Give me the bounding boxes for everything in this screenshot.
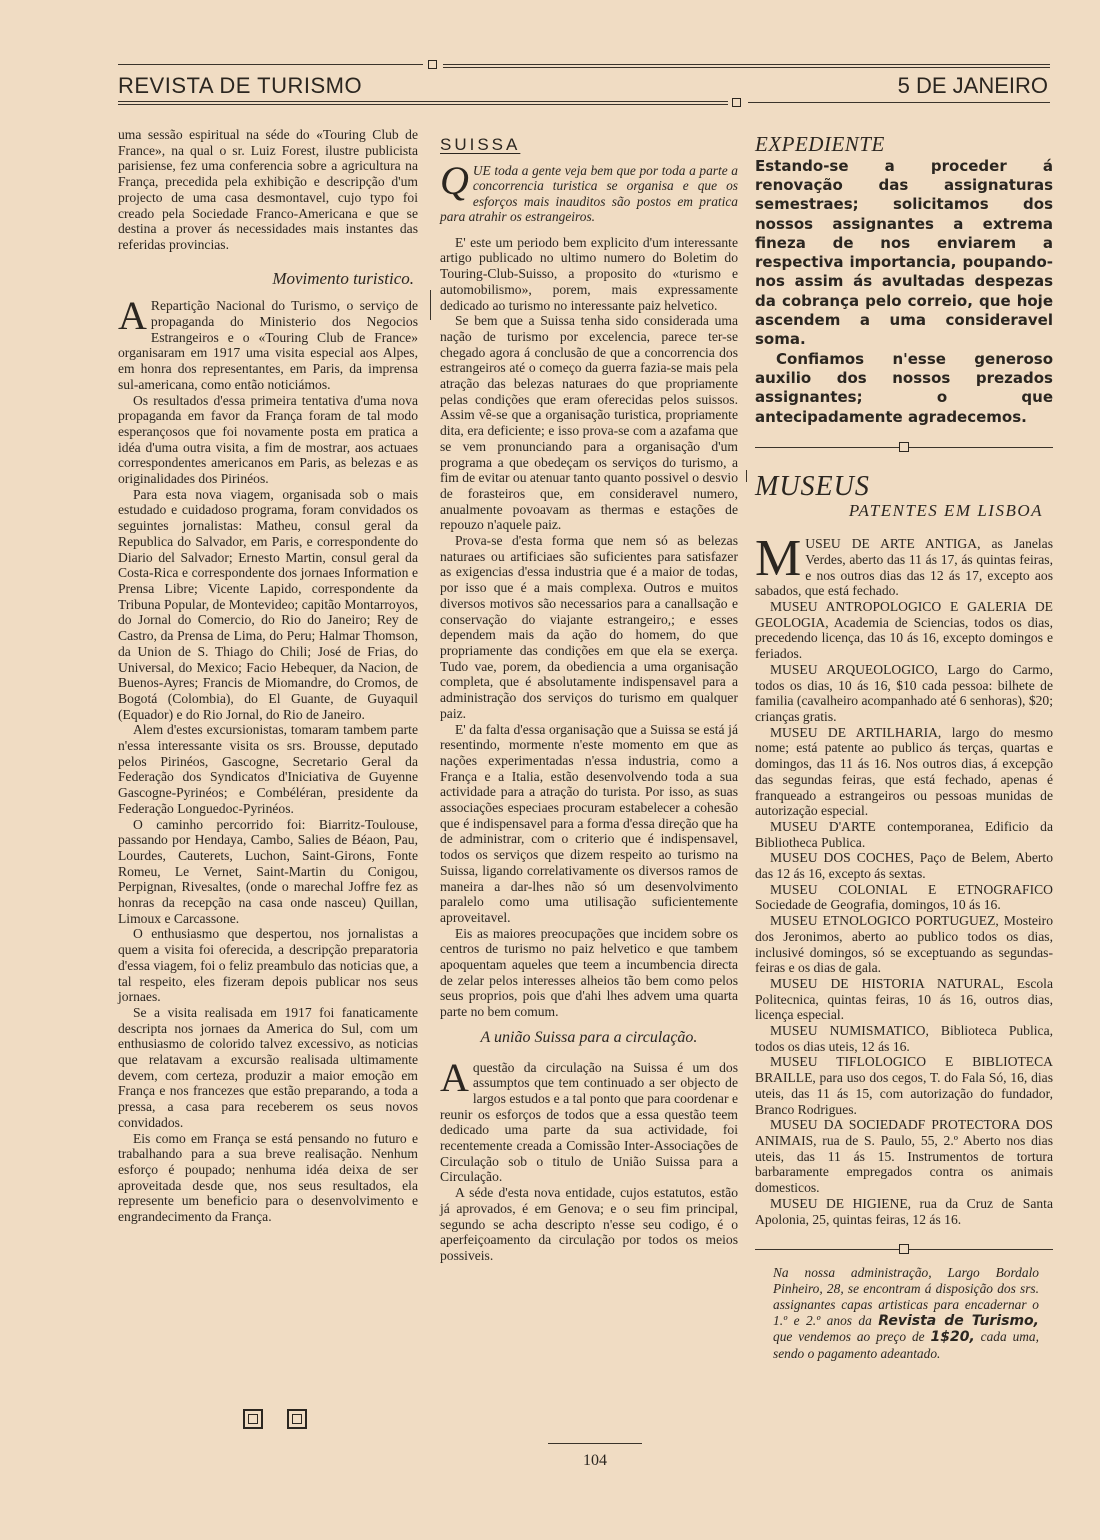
- paragraph: Eis as maiores preocupações que incidem sobre os centros de turismo no paiz helvetico e que tambem apoquentam aqueles que teem a incumbencia directa de zelar pelos interesses alheios tão bem como pelos seus proprios, pois que d'ahi lhes advem uma quarta parte no bem comum.: [440, 925, 738, 1020]
- paragraph: questão da circulação na Suissa é um dos assumptos que tem continuado a ser objecto de largos estudos e a tal ponto que para coordenar e reunir os esforços de todos que a essa questão teem dedicado uma parte da sua actividade, foi recentemente creada a Comissão Inter-Associações de Circulação sob o titulo de União Suissa para a Circulação.: [440, 1059, 738, 1185]
- museus-list: [755, 530, 1053, 1227]
- section-heading-movimento: Movimento turistico.: [272, 268, 414, 288]
- section-divider: [755, 439, 1053, 455]
- paragraph: A séde d'esta nova entidade, cujos estatutos, estão já aprovados, é em Genova; e o seu fim principal, segundo se acha descripto n'esse seu codigo, é o aperfeiçoamento da circulação por todos os meios possiveis.: [440, 1185, 738, 1263]
- paragraph: E' este um periodo bem explicito d'um interessante artigo publicado no ultimo numero do Boletim do Touring-Club-Suisso, a proposito do «turismo e automobilismo», porem, mais expressamente dedicado ao turismo no interessante paiz helvetico.: [440, 234, 738, 313]
- museum-entry: MUSEU COLONIAL E ETNOGRAFICO Sociedade de Geografia, domingos, 10 ás 16.: [755, 881, 1053, 913]
- column-divider-2: [746, 470, 747, 482]
- header-bottom-rule-left-2: [118, 104, 728, 105]
- admin-text: cada uma, sendo o pagamento adeantado.: [773, 1329, 1039, 1362]
- expediente-title: EXPEDIENTE: [755, 132, 885, 156]
- museum-entry: MUSEU DOS COCHES, Paço de Belem, Aberto das 12 ás 16, excepto ás sextas.: [755, 850, 1053, 882]
- paragraph: O caminho percorrido foi: Biarritz-Toulouse, passando por Hendaya, Cambo, Salies de Béaon, Pau, Lourdes, Cauterets, Luchon, Saint-Girons, Fonte Romeu, Le Vernet, Saint-Martin du Conigou, Perpignan, Rivesaltes, (onde o marechal Joffre fez as honras da recepção na casa onde nasceu) Quillan, Limoux e Carcassone.: [118, 816, 418, 926]
- journal-title: REVISTA DE TURISMO: [118, 73, 363, 98]
- expediente-paragraph: Confiamos n'esse generoso auxilio dos nossos prezados assignantes; o que antecipadamente agradecemos.: [755, 349, 1053, 426]
- paragraph: Para esta nova viagem, organisada sob o mais estudado e cuidadoso programa, foram convidados os seguintes jornalistas: Matheu, consul geral da Republica do Salvador, em Paris, e correspondente do Diario del Salvador; Ernesto Martin, consul geral da Costa-Rica e correspondente dos jornaes Information e Prensa Libre; Vicente Lapido, correspondente da Tribuna Popular, de Montevideo; capitão Montarroyos, do Jornal do Comercio, do Rio do Janeiro; Rey de Castro, da Prensa de Lima, do Peru; Halmar Thomson, da Union de S. Thiago do Chili; José de Frias, do Universal, do Mexico; Facio Hebequer, da Nacion, de Buenos-Ayres; Francis de Miomandre, do Cromos, de Bogotá (Colombia), do El Guante, de Guyaquil (Equador) e do Rio Jornal, do Rio de Janeiro.: [118, 486, 418, 722]
- header-top-rule-left: [118, 64, 423, 65]
- lead-paragraph: [440, 157, 738, 225]
- museum-entry: MUSEU ARQUEOLOGICO, Largo do Carmo, todos os dias, 10 ás 16, $10 cada pessoa: bilhete de familia (cavalheiro acompanhado até 6 senhoras), $20; crianças gratis.: [755, 661, 1053, 724]
- administration-notice: [755, 1265, 1053, 1362]
- footer-ornament-icon: [243, 1409, 263, 1429]
- paragraph: Os resultados d'essa primeira tentativa d'uma nova propaganda em favor da França foram de tal modo esperançosos que foi novamente posta em pratica a idéa d'uma outra visita, a fim de mostrar, aos actuaes correspondentes americanos em Paris, as belezas e as originalidades dos Pirinéos.: [118, 392, 418, 487]
- museum-entry: MUSEU DE ARTILHARIA, largo do mesmo nome; está patente ao publico ás terças, quartas e domingos, das 11 ás 16. Nos outros dias, á excepção das segundas feiras, que está fechado, apenas é franqueado a estrangeiros ou pessoas munidas de autorização especial.: [755, 724, 1053, 819]
- expediente-paragraph: Estando-se a proceder á renovação das assignaturas semestraes; solicitamos dos nossos assignantes a extrema fineza de nos enviarem a respectiva importancia, poupando-nos assim ás avultadas despezas da cobrança pelo correio, que hoje ascendem a uma consideravel soma.: [755, 156, 1053, 349]
- admin-text: que vendemos ao preço de: [773, 1329, 925, 1345]
- column-left: [118, 127, 418, 1225]
- header-top-rule-right: [443, 64, 1050, 65]
- dropcap: A: [440, 1054, 469, 1100]
- admin-brand: Revista de Turismo,: [878, 1312, 1039, 1329]
- museum-entry: MUSEU D'ARTE contemporanea, Edificio da Bibliotheca Publica.: [755, 818, 1053, 850]
- page-number: 104: [583, 1452, 607, 1469]
- museum-entry: USEU DE ARTE ANTIGA, as Janelas Verdes, aberto das 11 ás 17, ás quintas feiras, e nos outros dias das 12 ás 17, excepto aos sabados, que está fechado.: [755, 536, 1053, 599]
- column-divider-1: [430, 290, 431, 320]
- section-divider: [755, 1241, 1053, 1257]
- museus-subtitle: PATENTES EM LISBOA: [848, 500, 1043, 520]
- header-bottom-rule-right: [748, 102, 1050, 103]
- museum-entry: MUSEU TIFLOLOGICO E BIBLIOTECA BRAILLE, para uso dos cegos, T. do Fala Só, 16, dias uteis, das 11 ás 15, com autorização do fundador, Branco Rodrigues.: [755, 1054, 1053, 1117]
- issue-date: 5 DE JANEIRO: [897, 73, 1048, 98]
- footer-ornament-icon: [287, 1409, 307, 1429]
- paragraph: Eis como em França se está pensando no futuro e trabalhando para a sua breve realisação. Nenhum esforço é poupado; nenhuma idéa deixa de ser aproveitada desde que, nos seus resultados, ela represente um beneficio para o desenvolvimento e engrandecimento da França.: [118, 1130, 418, 1225]
- museum-entry: MUSEU ETNOLOGICO PORTUGUEZ, Mosteiro dos Jeronimos, aberto ao publico todos os dias, inclusivé domingos, só se exceptuando as segundas-feiras e os dias de gala.: [755, 913, 1053, 976]
- column-right: [755, 132, 1053, 1362]
- paragraph: Se bem que a Suissa tenha sido considerada uma nação de turismo por excelencia, parece ter-se chegado agora á conclusão de que a concorrencia dos estrangeiros até o começo da guerra fazia-se mais pela atração das belezas naturaes do que propriamente pelas condições que eram oferecidas pelos suissos. Assim vê-se que a organisação turistica, propriamente dita, era deficiente; e isso prova-se com a azafama que se vem pronunciando para a organisação d'um programa a que obedeçam os serviços do turismo, a fim de evitar ou atenuar tanto quanto possivel o desvio de forasteiros que, em consideravel numero, anualmente povoavam as thermas e estações de repouzo n'aquele paiz.: [440, 313, 738, 533]
- dropcap: A: [118, 293, 147, 339]
- square-ornament-icon: [899, 442, 909, 452]
- paragraph: Repartição Nacional do Turismo, o serviço de propaganda do Ministerio dos Negocios Estrangeiros e o «Touring Club de France» organisaram em 1917 uma visita especial aos Alpes, em honra dos representantes, em Paris, da imprensa sul-americana, como então noticiámos.: [118, 298, 418, 392]
- museum-entry: MUSEU ANTROPOLOGICO E GALERIA DE GEOLOGIA, Academia de Sciencias, todos os dias, precedendo licença, das 10 ás 16, excepto domingos e feriados.: [755, 599, 1053, 662]
- article-continuation: uma sessão espiritual na séde do «Touring Club de France», na qual o sr. Luiz Forest, ilustre publicista parisiense, fez uma conferencia sobre a agricultura na França, precedida pela exhibição e descripção d'um projecto de uma casa desmontavel, cujo typo foi creado pela Sociedade Franco-Americana e que se destina a prover ás necessidades mais instantes das referidas provincias.: [118, 127, 418, 252]
- paragraph: Prova-se d'esta forma que nem só as belezas naturaes ou artificiaes são suficientes para satisfazer as exigencias d'essa industria que é a maior de todas, por isso que é a mais complexa. Outros e muitos diversos motivos são necessarios para a canallsação e conservação do viajante estrangeiro,; e esses dependem mais da ação do homem, do que propriamente das condições em que ela se exerça. Tudo vae, porem, da obediencia a uma organisação completa, que é absolutamente indispensavel para a administração dos serviços do turismo em qualquer paiz.: [440, 533, 738, 721]
- square-ornament-icon: [899, 1244, 909, 1254]
- dropcap: M: [755, 530, 802, 588]
- header-bottom-rule-left: [118, 101, 728, 102]
- admin-price: 1$20,: [930, 1329, 975, 1346]
- museus-title: MUSEUS: [755, 470, 870, 502]
- museum-entry: MUSEU DE HISTORIA NATURAL, Escola Politecnica, quintas feiras, 10 ás 16, outros dias, licença especial.: [755, 975, 1053, 1023]
- header-bottom-ornament: [732, 98, 741, 107]
- paragraph: E' da falta d'essa organisação que a Suissa se está já resentindo, mormente n'este momento em que as nações experimentadas n'essa industria, como a França e a Italia, estão desenvolvendo toda a sua actividade para a atração do turista. Por isso, as suas associações especiaes procuram estabelecer a cohesão que é indispensavel para a forma d'essa direção que ha de administrar, com o criterio que é indispensavel, todos os serviços que dizem respeito ao turismo na Suissa, ligando correlativamente os diversos ramos de maneira a dar-lhes não só um desenvolvimento paralelo como uma utilisação suficientemente aproveitavel.: [440, 721, 738, 925]
- column-middle: [440, 137, 738, 1264]
- paragraph: Se a visita realisada em 1917 foi fanaticamente descripta nos jornaes da America do Sul, com um enthusiasmo de colorido talvez excessivo, as noticias que relatavam a excursão realisada ultimamente devem, com certeza, produzir a maior emoção em França e nos francezes que estão preparando, a toda a pressa, a casa para receberem os seus novos convidados.: [118, 1004, 418, 1130]
- expediente-notice: [755, 157, 1053, 427]
- section-title-suissa: SUISSA: [440, 135, 521, 154]
- section-heading-uniao: A união Suissa para a circulação.: [480, 1028, 698, 1046]
- header-top-rule-right-2: [443, 67, 1050, 68]
- dropcap: Q: [440, 157, 469, 203]
- museum-entry: MUSEU NUMISMATICO, Biblioteca Publica, todos os dias uteis, 12 ás 16.: [755, 1023, 1053, 1054]
- footer-rule: [548, 1443, 642, 1444]
- paragraph: Alem d'estes excursionistas, tomaram tambem parte n'essa interessante visita os srs. Brousse, deputado pelos Pirinéos, Gascogne, Secretario Geral da Federação dos Syndicatos d'Iniciativa de Guyenne Gascogne-Pyrinéos; e Combéléran, presidente da Federação Longuedoc-Pyrinéos.: [118, 722, 418, 816]
- lead-text: UE toda a gente veja bem que por toda a parte a concorrencia turistica se organisa e que os esforços mais inauditos são postos em pratica para atrahir os estrangeiros.: [440, 162, 738, 225]
- admin-text: Na nossa administração, Largo Bordalo Pinheiro, 28, se encontram á disposição dos srs. assignantes capas artisticas para encadernar o 1.º e 2.º anos da: [773, 1265, 1039, 1328]
- header-top-ornament: [428, 60, 437, 69]
- museum-entry: MUSEU DE HIGIENE, rua da Cruz de Santa Apolonia, 25, quintas feiras, 12 ás 16.: [755, 1195, 1053, 1227]
- museum-entry: MUSEU DA SOCIEDADF PROTECTORA DOS ANIMAIS, rua de S. Paulo, 55, 2.º Aberto nos dias uteis, das 11 ás 15. Instrumentos de tortura barbaramente empregados contra os animais domesticos.: [755, 1117, 1053, 1196]
- paragraph: O enthusiasmo que despertou, nos jornalistas a quem a visita foi oferecida, a descripção preparatoria d'essa viagem, foi o feliz preambulo das noticias que, a tal respeito, eles fizeram depois publicar nos seus jornaes.: [118, 926, 418, 1005]
